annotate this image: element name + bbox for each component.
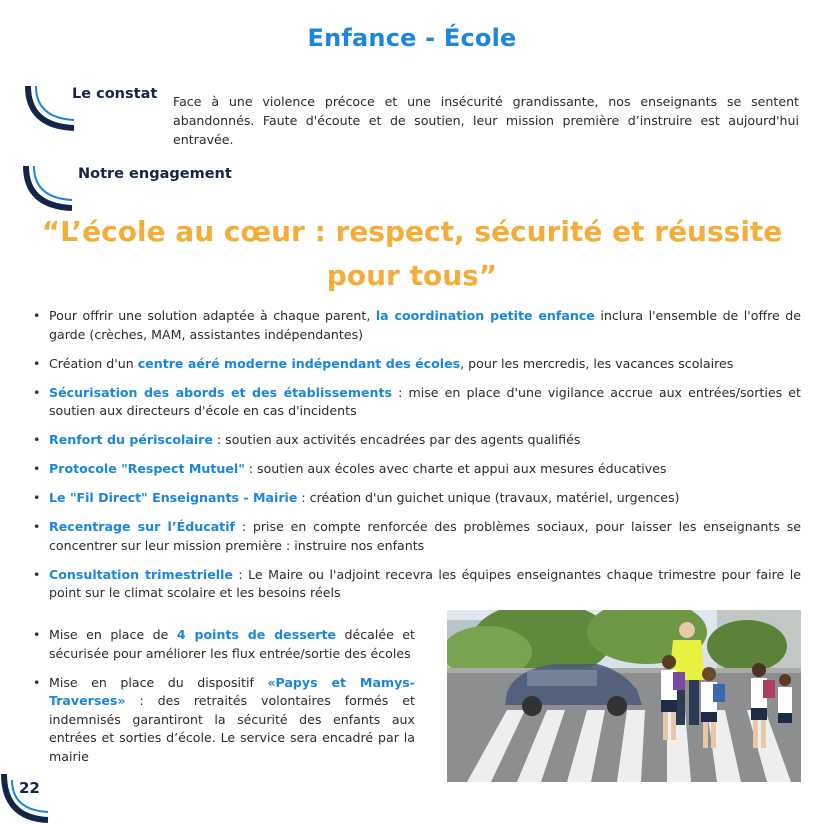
list-item: • Création d'un centre aéré moderne indépendant des écoles, pour les mercredis, les vacances scolaires [31, 355, 801, 374]
list-item: • Protocole "Respect Mutuel" : soutien aux écoles avec charte et appui aux mesures éducatives [31, 460, 801, 479]
list-item: • Mise en place de 4 points de desserte décalée et sécurisée pour améliorer les flux entrée/sortie des écoles [31, 626, 415, 663]
list-item: • Mise en place du dispositif «Papys et Mamys-Traverses» : des retraités volontaires formés et indemnisés garantiront la sécurité des enfants aux entrées et sorties d’école. Le service sera encadré par la mairie [31, 674, 415, 767]
school-crossing-photo [447, 610, 801, 782]
transport-list [31, 626, 415, 777]
list-item: • Consultation trimestrielle : Le Maire ou l'adjoint recevra les équipes enseignantes chaque trimestre pour faire le point sur le climat scolaire et les besoins réels [31, 566, 801, 603]
engagement-list [31, 307, 801, 613]
section-arc-icon [22, 164, 74, 212]
engagement-quote: “L’école au cœur : respect, sécurité et réussite pour tous” [41, 215, 783, 292]
list-item: • Renfort du périscolaire : soutien aux activités encadrées par des agents qualifiés [31, 431, 801, 450]
list-item: • Le "Fil Direct" Enseignants - Mairie : création d'un guichet unique (travaux, matériel, urgences) [31, 489, 801, 508]
constat-text: Face à une violence précoce et une insécurité grandissante, nos enseignants se sentent abandonnés. Faute d'écoute et de soutien, leur mission première d’instruire est aujourd'hui entravée. [173, 94, 799, 147]
list-item: • Pour offrir une solution adaptée à chaque parent, la coordination petite enfance inclura l'ensemble de l'offre de garde (crèches, MAM, assistantes indépendantes) [31, 307, 801, 344]
page-title: Enfance - École [307, 24, 517, 52]
section-arc-icon [24, 84, 76, 132]
engagement-heading: Notre engagement [78, 166, 232, 182]
list-item: • Recentrage sur l’Éducatif : prise en compte renforcée des problèmes sociaux, pour laisser les enseignants se concentrer sur leur mission première : instruire nos enfants [31, 518, 801, 555]
list-item: • Sécurisation des abords et des établissements : mise en place d'une vigilance accrue aux entrées/sorties et soutien aux directeurs d'école en cas d'incidents [31, 384, 801, 421]
constat-heading: Le constat [72, 86, 158, 102]
page-number: 22 [19, 779, 40, 797]
